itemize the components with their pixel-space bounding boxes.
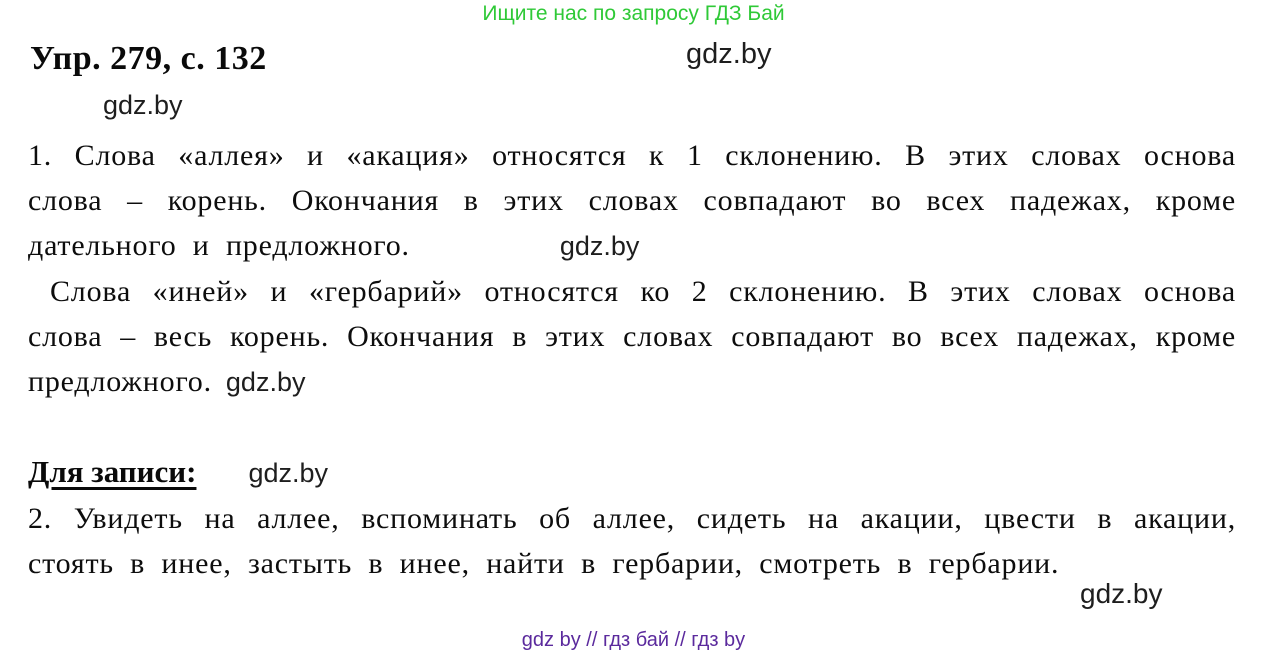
- answer-content: [28, 133, 1236, 586]
- answer-paragraph-2: [28, 269, 1236, 405]
- top-banner-text: Ищите нас по запросу ГДЗ Бай: [482, 2, 785, 25]
- answer-paragraph-1: [28, 133, 1236, 269]
- paragraph-2-text: Слова «иней» и «гербарий» относятся ко 2 склонению. В этих словах основа слова – весь корень. Окончания в этих словах совпадают во всех падежах, кроме предложного.: [28, 275, 1236, 398]
- answer-paragraph-3: [28, 496, 1236, 586]
- exercise-heading: Упр. 279, с. 132: [30, 40, 267, 77]
- section-row: [28, 449, 1236, 496]
- watermark-paragraph-2: gdz.by: [225, 367, 306, 397]
- watermark-section-label: gdz.by: [248, 458, 329, 488]
- paragraph-1-text: 1. Слова «аллея» и «акация» относятся к 1 склонению. В этих словах основа слова – корень. Окончания в этих словах совпадают во всех падежах, кроме дательного и предложного.: [28, 139, 1236, 262]
- section-label: Для записи:: [28, 454, 197, 489]
- watermark-under-heading: gdz.by: [103, 90, 183, 120]
- paragraph-3-text: 2. Увидеть на аллее, вспоминать об аллее, сидеть на акации, цвести в акации, стоять в инее, застыть в инее, найти в гербарии, смотреть в гербарии.: [28, 502, 1236, 580]
- footer-links: gdz by // гдз бай // гдз by: [521, 629, 746, 651]
- watermark-bottom-right: gdz.by: [1080, 578, 1163, 609]
- watermark-paragraph-1: gdz.by: [559, 231, 640, 261]
- watermark-top-center: gdz.by: [686, 38, 772, 70]
